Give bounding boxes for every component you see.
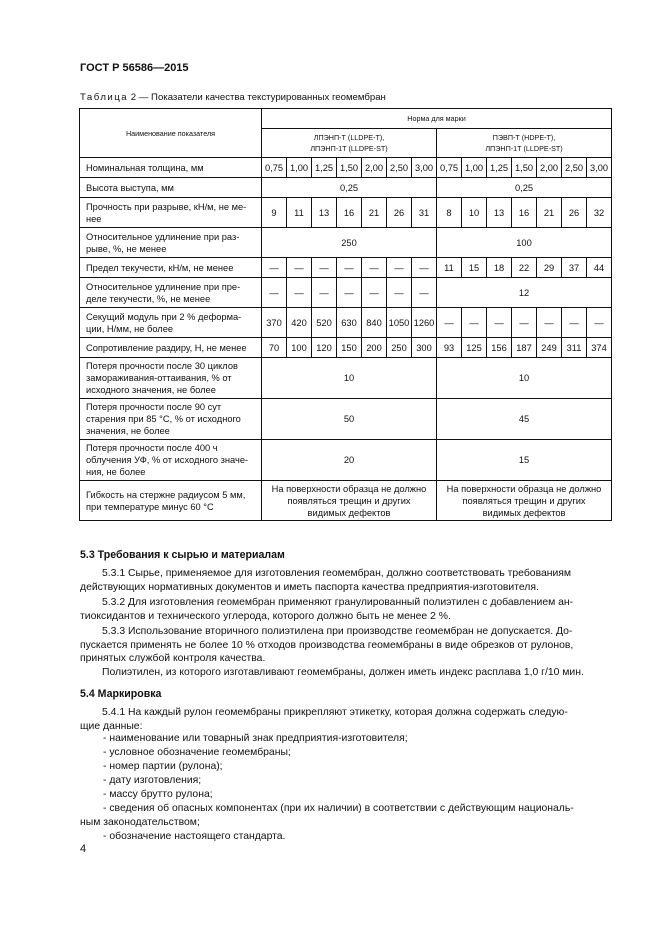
value-cell: 3,00	[412, 158, 437, 178]
table-row	[80, 258, 612, 278]
list-item: - номер партии (рулона);	[103, 761, 223, 772]
value-cell: 150	[337, 338, 362, 358]
group2-line: ПЭВП-Т (HDPE-T),	[492, 133, 556, 142]
value-cell: 200	[362, 338, 387, 358]
row-name-line: Потеря прочности после 400 ч	[86, 443, 218, 453]
value-cell: —	[387, 258, 412, 278]
list-item: - обозначение настоящего стандарта.	[103, 831, 286, 842]
row-name-line: Секущий модуль при 2 % деформа-	[86, 311, 242, 322]
value-cell: 22	[512, 258, 537, 278]
section-5-3-title: 5.3 Требования к сырью и материалам	[80, 549, 285, 561]
list-item: - массу брутто рулона;	[103, 789, 213, 800]
row-name-line: Потеря прочности после 90 сут	[86, 402, 222, 412]
value-cell: 11	[287, 198, 312, 228]
value-cell: —	[312, 278, 337, 308]
value-cell: 9	[262, 198, 287, 228]
value-cell: —	[262, 278, 287, 308]
value-cell: 374	[587, 338, 612, 358]
table-row	[80, 358, 612, 399]
value-cell: 1,00	[462, 158, 487, 178]
merged-value-cell: 10	[437, 358, 612, 399]
line: 5.3.1 Сырье, применяемое для изготовления геомембран, должно соответствовать требованиям	[102, 568, 572, 579]
section-5-4-title: 5.4 Маркировка	[80, 688, 162, 700]
value-cell: 26	[387, 198, 412, 228]
value-cell: 93	[437, 338, 462, 358]
row-name-line: ния, не более	[86, 467, 146, 477]
value-cell: 32	[587, 198, 612, 228]
row-name-line: рыве, %, не менее	[86, 243, 167, 254]
row-name-line: Предел текучести, кН/м, не менее	[86, 262, 234, 273]
merged-value-cell: 50	[262, 399, 437, 440]
value-cell: —	[537, 308, 562, 338]
value-cell: —	[462, 308, 487, 338]
row-name	[80, 258, 262, 278]
value-cell: 8	[437, 198, 462, 228]
value-cell: —	[562, 308, 587, 338]
group1-line: ЛПЭНП-Т (LLDPE-T),	[313, 133, 385, 142]
table-row	[80, 338, 612, 358]
value-cell: 370	[262, 308, 287, 338]
list-item: - наименование или товарный знак предприятия-изготовителя;	[103, 733, 408, 744]
row-name	[80, 178, 262, 198]
row-name-line: Потеря прочности после 30 циклов	[86, 361, 238, 371]
merged-value-line: появляться трещин и других	[462, 495, 586, 506]
value-cell: 311	[562, 338, 587, 358]
table-row	[80, 308, 612, 338]
row-name-line: Относительное удлинение при пре-	[86, 281, 241, 292]
value-cell: 187	[512, 338, 537, 358]
para-5-3-4	[80, 666, 614, 680]
merged-value-cell	[262, 481, 437, 521]
para-5-3-1	[80, 567, 614, 594]
value-cell: 125	[462, 338, 487, 358]
value-cell: 250	[387, 338, 412, 358]
row-name	[80, 308, 262, 338]
line: 5.4.1 На каждый рулон геомембраны прикрепляют этикетку, которая должна содержать следую-	[102, 707, 568, 718]
value-cell: 120	[312, 338, 337, 358]
row-name-line: Относительное удлинение при раз-	[86, 231, 240, 242]
merged-value-cell: 10	[262, 358, 437, 399]
table-caption-label: Таблица	[80, 92, 129, 103]
merged-value-cell: 20	[262, 440, 437, 481]
line: пускается применять не более 10 % отходов производства геомембраны в виде обрезков от рулонов,	[80, 639, 574, 651]
list-item-continued: ным законодательством;	[80, 817, 200, 828]
merged-value-line: появляться трещин и других	[287, 495, 411, 506]
row-name	[80, 158, 262, 178]
value-cell: —	[437, 308, 462, 338]
group1-line: ЛПЭНП-1Т (LLDPE-ST)	[310, 144, 388, 153]
line: Полиэтилен, из которого изготавливают геомембраны, должен иметь индекс расплава 1,0 г/10 мин.	[102, 667, 584, 678]
value-cell: 11	[437, 258, 462, 278]
row-name-line: старения при 85 °С, % от исходного	[86, 414, 241, 424]
quality-table	[79, 108, 612, 521]
table-row	[80, 481, 612, 521]
list-item: - условное обозначение геомембраны;	[103, 747, 291, 758]
value-cell: 1,50	[337, 158, 362, 178]
value-cell: 29	[537, 258, 562, 278]
value-cell: 16	[512, 198, 537, 228]
row-name-line: облучения УФ, % от исходного значе-	[86, 455, 249, 465]
value-cell: 100	[287, 338, 312, 358]
merged-value-cell	[437, 481, 612, 521]
line: принятых службой контроля качества.	[80, 653, 266, 665]
value-cell: 156	[487, 338, 512, 358]
row-name-line: Гибкость на стержне радиусом 5 мм,	[86, 489, 246, 500]
table-row	[80, 178, 612, 198]
merged-value-cell: 0,25	[262, 178, 437, 198]
value-cell: 10	[462, 198, 487, 228]
value-cell: 1,50	[512, 158, 537, 178]
value-cell: 37	[562, 258, 587, 278]
list-item: - сведения об опасных компонентах (при их наличии) в соответствии с действующим националь-	[103, 803, 574, 814]
table-row	[80, 278, 612, 308]
value-cell: 18	[487, 258, 512, 278]
value-cell: —	[337, 258, 362, 278]
value-cell: 630	[337, 308, 362, 338]
value-cell: 2,00	[362, 158, 387, 178]
row-name-line: Номинальная толщина, мм	[86, 162, 204, 173]
value-cell: 1,00	[287, 158, 312, 178]
value-cell: —	[487, 308, 512, 338]
para-5-3-3	[80, 625, 614, 666]
col-header-group2	[437, 129, 612, 158]
row-name	[80, 399, 262, 440]
table-caption	[80, 92, 386, 103]
col-header-name: Наименование показателя	[80, 109, 262, 158]
row-name	[80, 358, 262, 399]
row-name	[80, 278, 262, 308]
row-name	[80, 481, 262, 521]
value-cell: —	[362, 258, 387, 278]
merged-value-line: На поверхности образца не должно	[446, 483, 602, 494]
row-name-line: Прочность при разрыве, кН/м, не ме-	[86, 201, 247, 212]
row-name-line: Сопротивление раздиру, Н, не менее	[86, 342, 247, 353]
value-cell: —	[287, 278, 312, 308]
merged-value-cell: 12	[437, 278, 612, 308]
row-name	[80, 440, 262, 481]
group2-line: ЛПЭНП-1Т (LLDPE-ST)	[485, 144, 563, 153]
value-cell: —	[362, 278, 387, 308]
para-5-4-1	[80, 706, 614, 733]
value-cell: —	[287, 258, 312, 278]
value-cell: —	[412, 258, 437, 278]
row-name-line: деле текучести, %, не менее	[86, 293, 211, 304]
value-cell: 1,25	[487, 158, 512, 178]
line: 5.3.3 Использование вторичного полиэтилена при производстве геомембран не допускается. До-	[102, 626, 573, 637]
value-cell: 13	[487, 198, 512, 228]
merged-value-cell: 250	[262, 228, 437, 258]
value-cell: 3,00	[587, 158, 612, 178]
value-cell: 1260	[412, 308, 437, 338]
value-cell: 300	[412, 338, 437, 358]
value-cell: —	[512, 308, 537, 338]
value-cell: 21	[362, 198, 387, 228]
value-cell: 420	[287, 308, 312, 338]
col-header-group1	[262, 129, 437, 158]
standard-header: ГОСТ Р 56586—2015	[80, 62, 189, 74]
value-cell: 2,00	[537, 158, 562, 178]
merged-value-line: На поверхности образца не должно	[271, 483, 427, 494]
value-cell: 44	[587, 258, 612, 278]
row-name-line: Высота выступа, мм	[86, 182, 174, 193]
value-cell: 2,50	[387, 158, 412, 178]
merged-value-cell: 15	[437, 440, 612, 481]
value-cell: 1,25	[312, 158, 337, 178]
para-5-3-2	[80, 596, 614, 623]
table-row	[80, 399, 612, 440]
value-cell: —	[412, 278, 437, 308]
value-cell: —	[387, 278, 412, 308]
row-name	[80, 228, 262, 258]
value-cell: 840	[362, 308, 387, 338]
list-item: - дату изготовления;	[103, 775, 202, 786]
row-name	[80, 338, 262, 358]
value-cell: 0,75	[262, 158, 287, 178]
merged-value-line: видимых дефектов	[482, 507, 566, 518]
merged-value-line: видимых дефектов	[307, 507, 391, 518]
table-row	[80, 440, 612, 481]
merged-value-cell: 45	[437, 399, 612, 440]
value-cell: 70	[262, 338, 287, 358]
row-name	[80, 198, 262, 228]
table-row	[80, 158, 612, 178]
row-name-line: исходного значения, не более	[86, 385, 216, 395]
value-cell: —	[262, 258, 287, 278]
value-cell: 249	[537, 338, 562, 358]
row-name-line: нее	[86, 213, 102, 224]
row-name-line: ции, Н/мм, не более	[86, 323, 174, 334]
table-caption-text: 2 — Показатели качества текстурированных геомембран	[130, 92, 386, 103]
line: щие данные:	[80, 720, 143, 732]
line: тиоксидантов и технического углерода, которого должно быть не менее 2 %.	[80, 610, 451, 622]
value-cell: 16	[337, 198, 362, 228]
page-number: 4	[80, 843, 87, 855]
value-cell: 1050	[387, 308, 412, 338]
value-cell: 21	[537, 198, 562, 228]
merged-value-cell: 100	[437, 228, 612, 258]
table-row	[80, 228, 612, 258]
value-cell: 2,50	[562, 158, 587, 178]
value-cell: 31	[412, 198, 437, 228]
line: действующих нормативных документов и иметь паспорта качества предприятия-изготовителя.	[80, 581, 539, 593]
value-cell: 26	[562, 198, 587, 228]
value-cell: 520	[312, 308, 337, 338]
row-name-line: при температуре минус 60 °С	[86, 501, 214, 512]
value-cell: —	[587, 308, 612, 338]
value-cell: —	[312, 258, 337, 278]
value-cell: 13	[312, 198, 337, 228]
row-name-line: значения, не более	[86, 426, 170, 436]
row-name-line: замораживания-оттаивания, % от	[86, 373, 232, 383]
value-cell: —	[337, 278, 362, 308]
line: 5.3.2 Для изготовления геомембран применяют гранулированный полиэтилен с добавлением ан-	[102, 597, 574, 608]
table-row	[80, 198, 612, 228]
col-header-norm: Норма для марки	[262, 109, 612, 129]
value-cell: 15	[462, 258, 487, 278]
merged-value-cell: 0,25	[437, 178, 612, 198]
value-cell: 0,75	[437, 158, 462, 178]
